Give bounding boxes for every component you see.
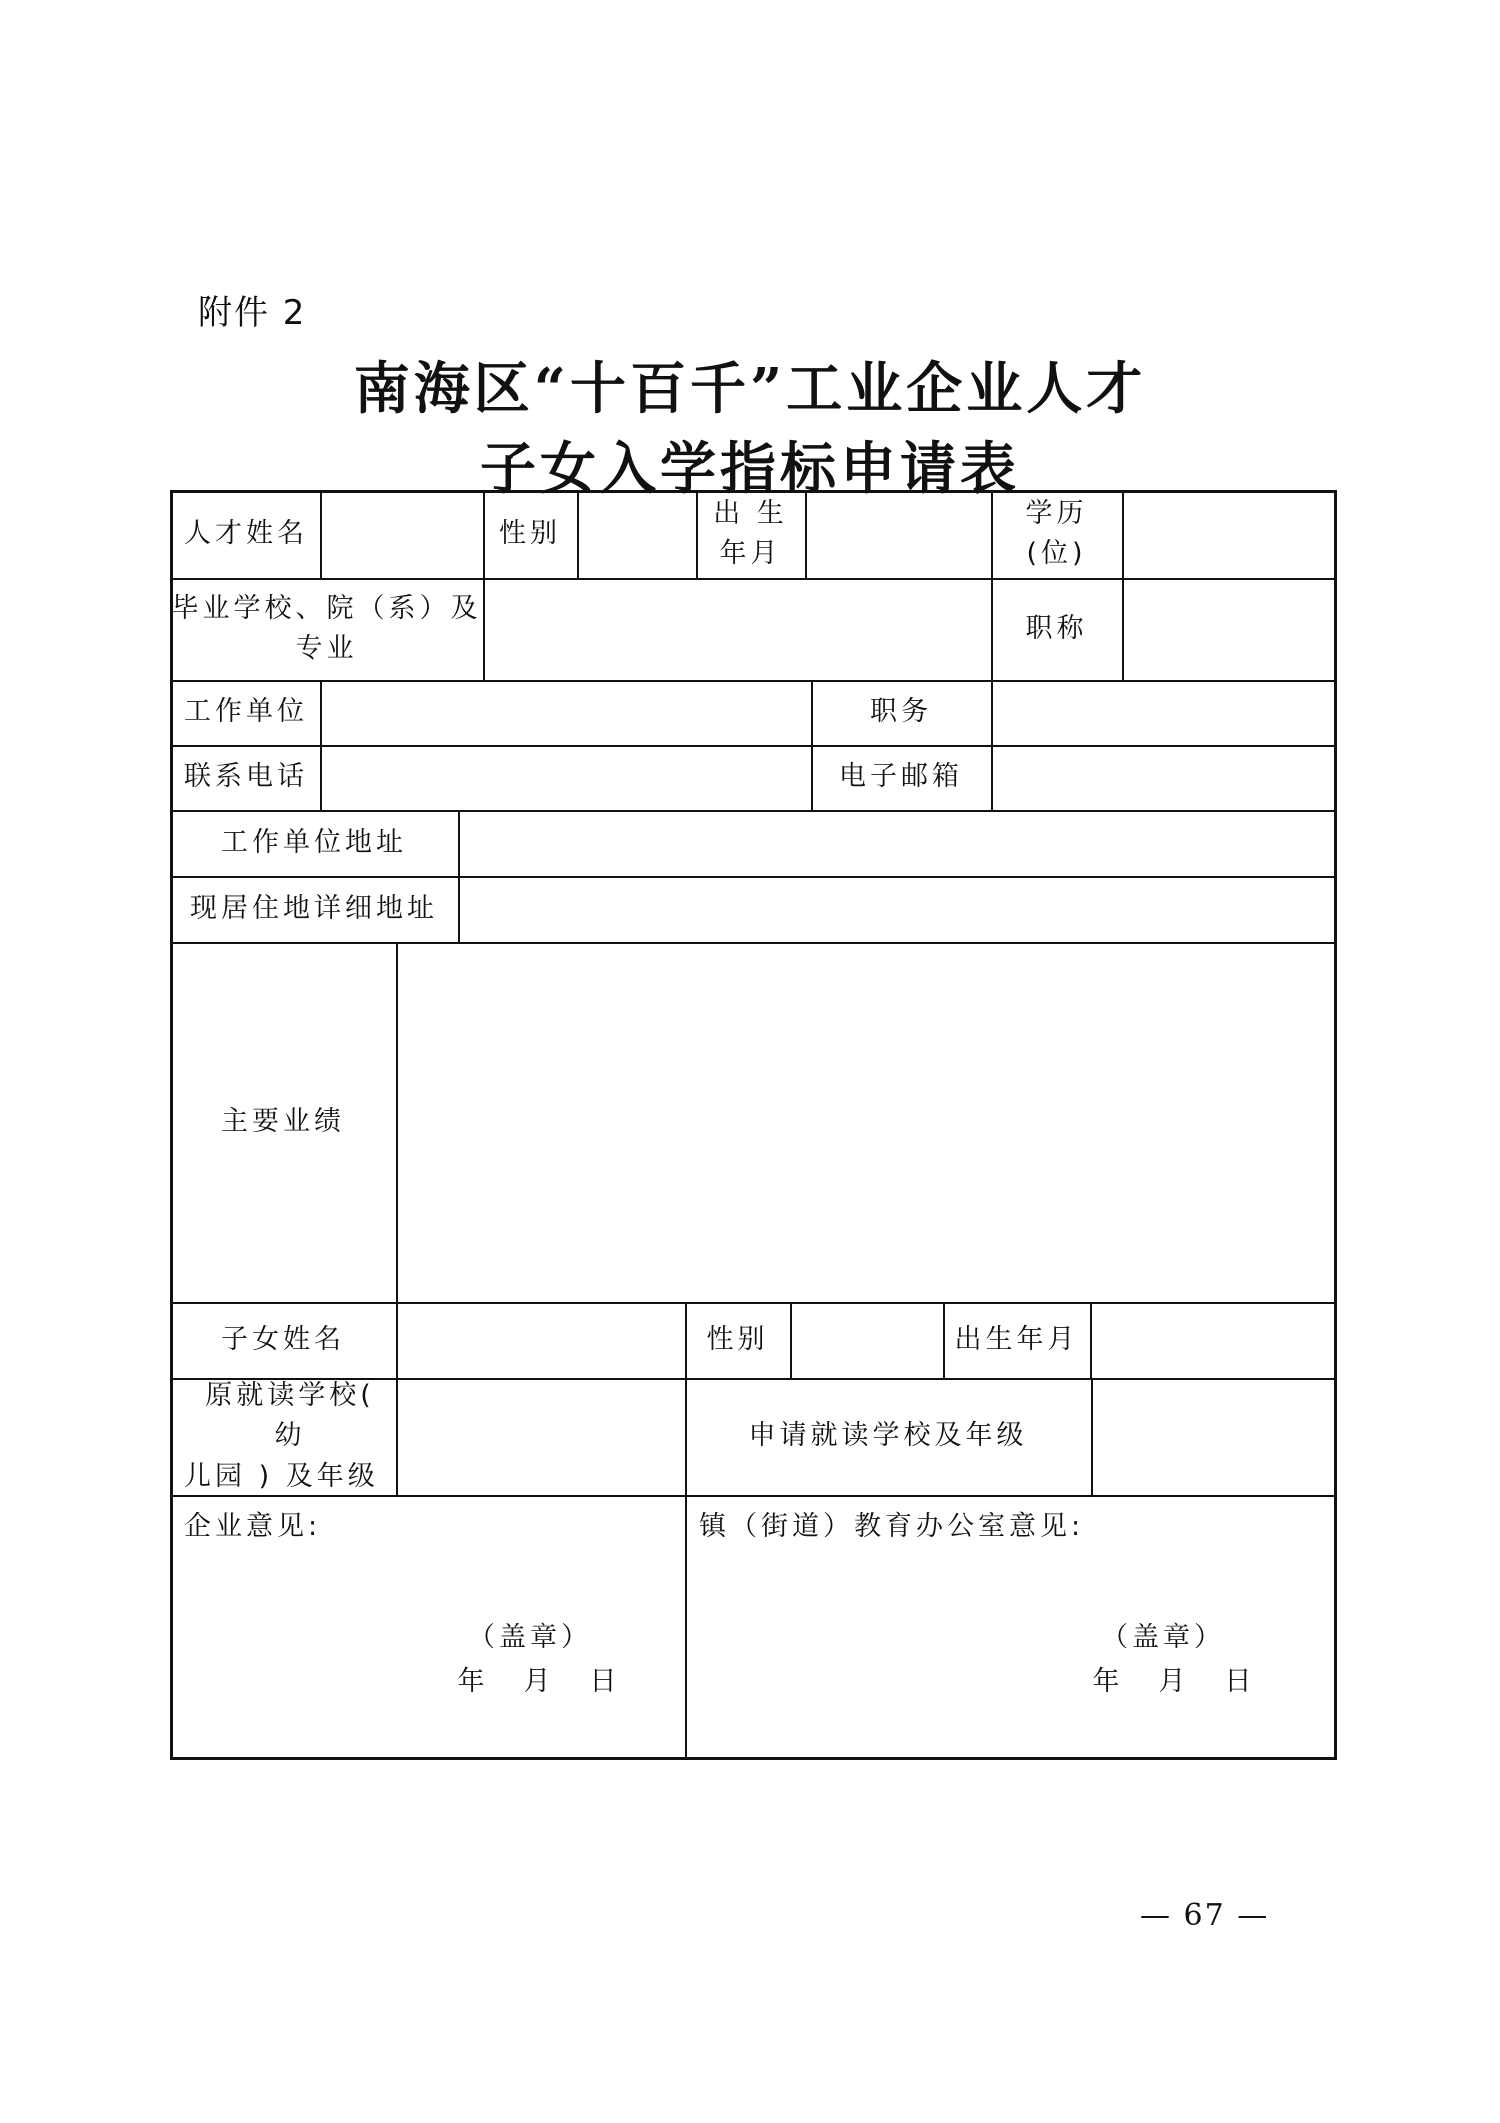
label-apply-school: 申请就读学校及年级 [748, 1420, 1028, 1452]
label-phone: 联系电话 [184, 761, 308, 793]
col-divider [458, 810, 460, 942]
bureau-seal: （盖章） [1101, 1621, 1225, 1653]
company-date: 年 月 日 [457, 1665, 623, 1697]
col-divider [1091, 1378, 1093, 1495]
label-birth-date [696, 490, 805, 578]
row-divider [170, 680, 1337, 682]
label-title-rank: 职称 [1025, 612, 1088, 644]
col-divider [396, 942, 398, 1495]
label-gender: 性别 [499, 517, 561, 549]
label-talent-name: 人才姓名 [184, 517, 308, 549]
label-birth-line2: 年月 [719, 538, 782, 569]
label-company-opinion: 企业意见: [184, 1511, 322, 1542]
label-orig-school-line2: 儿园 ) 及年级 [184, 1460, 379, 1492]
label-email: 电子邮箱 [839, 761, 963, 793]
label-child-gender: 性别 [706, 1323, 769, 1355]
form-title-line2: 子女入学指标申请表 [480, 436, 1020, 502]
col-divider [790, 1302, 792, 1378]
label-achievements: 主要业绩 [221, 1105, 345, 1137]
row-divider [170, 745, 1337, 747]
label-position: 职务 [870, 696, 932, 728]
form-title-line1: 南海区“十百千”工业企业人才 [353, 356, 1147, 422]
label-work-unit: 工作单位 [184, 696, 308, 728]
bureau-date: 年 月 日 [1092, 1665, 1258, 1697]
col-divider [577, 490, 579, 578]
label-degree-line1: 学历 [1025, 497, 1088, 529]
label-graduate-school [170, 578, 483, 680]
label-bureau-opinion: 镇（街道）教育办公室意见: [699, 1511, 1085, 1542]
label-work-address: 工作单位地址 [221, 826, 407, 858]
label-home-address: 现居住地详细地址 [190, 892, 438, 924]
attachment-label: 附件 2 [198, 293, 307, 333]
page-number: — 67 — [1140, 1898, 1270, 1933]
label-school-line2: 专业 [295, 633, 358, 664]
label-birth-line1: 出 生 [713, 497, 788, 529]
col-divider [320, 490, 322, 578]
label-child-birth: 出生年月 [954, 1323, 1079, 1355]
col-divider [1122, 490, 1124, 680]
label-original-school [170, 1378, 396, 1495]
col-divider [805, 490, 807, 578]
col-divider [1090, 1302, 1092, 1378]
application-form [170, 490, 1337, 1760]
label-orig-school-line1: 原就读学校( 幼 [205, 1379, 375, 1452]
label-degree-line2: (位) [1026, 538, 1087, 569]
company-seal: （盖章） [468, 1621, 592, 1653]
label-child-name: 子女姓名 [221, 1323, 345, 1355]
col-divider [320, 680, 322, 810]
label-degree [991, 490, 1122, 578]
label-school-line1: 毕业学校、院（系）及 [171, 592, 482, 624]
